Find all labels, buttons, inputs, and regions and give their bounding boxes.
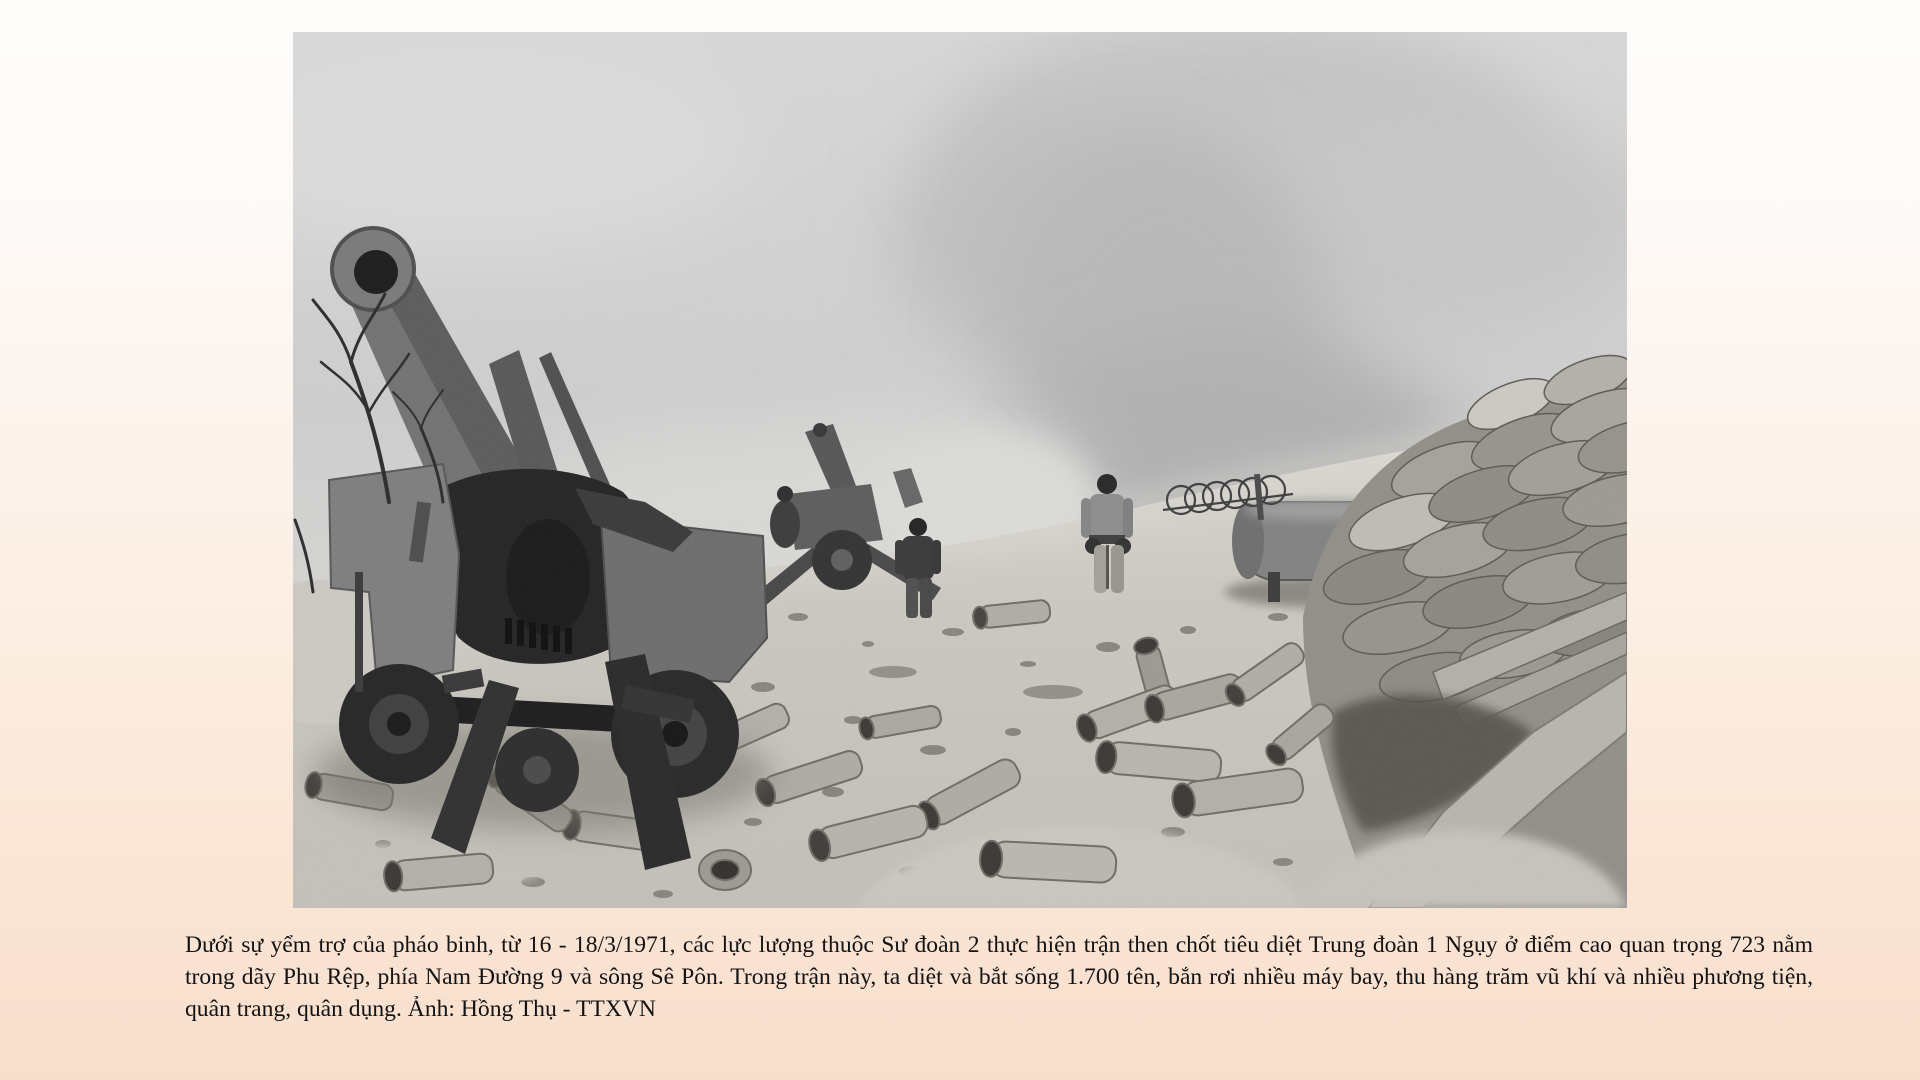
film-grain-overlay [293,32,1627,908]
photo-caption: Dưới sự yểm trợ của pháo binh, từ 16 - 18/3/1971, các lực lượng thuộc Sư đoàn 2 thực hiện trận then chốt tiêu diệt Trung đoàn 1 Ngụy ở điểm cao quan trọng 723 nằm trong dãy Phu Rệp, phía Nam Đường 9 và sông Sê Pôn. Trong trận này, ta diệt và bắt sống 1.700 tên, bắn rơi nhiều máy bay, thu hàng trăm vũ khí và nhiều phương tiện, quân trang, quân dụng. Ảnh: Hồng Thụ - TTXVN [185,932,1813,1022]
war-photograph [293,32,1627,908]
